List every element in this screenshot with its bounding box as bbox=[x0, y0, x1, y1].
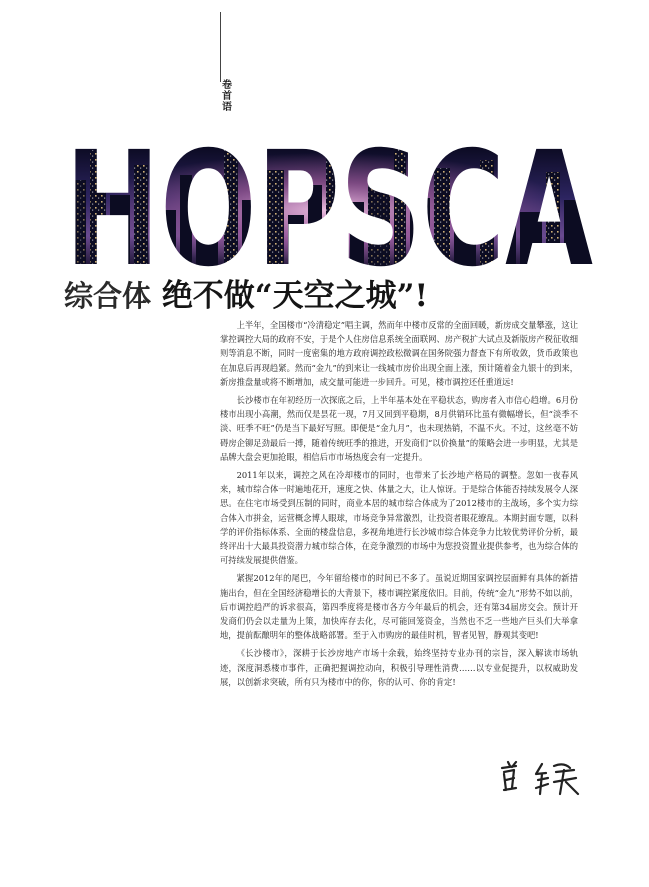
header-rule bbox=[220, 12, 221, 82]
hero-title-graphic bbox=[64, 140, 594, 268]
body-paragraph: 2011年以来，调控之风在冷却楼市的同时，也带来了长沙地产格局的调整。忽如一夜春风来，城市综合体一时遍地花开，速度之快、体量之大，让人惊讶。于是综合体能否持续发展令人深思。在住宅市场受到压制的同时，商业本居的城市综合体成为了2012楼市的主战场，多个实力综合体入市拼金，运营概念博人眼球，市场竞争异常激烈，让投资者眼花缭乱。本期封面专题，以科学的评价指标体系、全面的楼盘信息，多视角地进行长沙城市综合体竞争力比较优势评价分析，最终评出十大最具投资潜力城市综合体，在竞争激烈的市场中为您投资置业提供参考，也为综合体的可持续发展提供借鉴。 bbox=[220, 470, 578, 566]
headline bbox=[64, 276, 624, 316]
body-paragraph: 紧握2012年的尾巴，今年留给楼市的时间已不多了。虽说近期国家调控层面鲜有具体的新措施出台，但在全国经济稳增长的大背景下，楼市调控紧度依旧。目前，传统“金九”形势不如以前，后市调控趋严的诉求很高，第四季度将是楼市各方今年最后的机会，还有第34届房交会。预计开发商们仍会以走量为上策，加快库存去化，尽可能回笼资金，当然也不乏一些地产巨头们大举拿地，提前酝酿明年的整体战略部署。至于入市购房的最佳时机，智者见智，静观其变吧! bbox=[220, 573, 578, 641]
section-tag: 卷首语 bbox=[222, 80, 232, 113]
headline-keyword: 综合体 bbox=[64, 279, 152, 313]
handwritten-signature bbox=[494, 758, 590, 798]
body-paragraph: 《长沙楼市》，深耕于长沙房地产市场十余载，始终坚持专业办刊的宗旨，深入解读市场轨迹，深度洞悉楼市事件，正确把握调控动向，积极引导理性消费……以专业促提升，以权威助发展，以创新求突破，所有只为楼市中的你，你的认可、你的肯定! bbox=[220, 648, 578, 687]
body-paragraph: 长沙楼市在年初经历一次探底之后，上半年基本处在平稳状态，购房者入市信心趋增。6月份楼市出现小高潮，然而仅是昙花一现，7月又回到平稳期，8月供销环比虽有微幅增长，但“淡季不淡、旺季不旺”仍是当下最好写照。即便是“金九月”，也未现热销，不温不火。不过，这丝毫不妨碍房企铆足劲最后一搏，随着传统旺季的推进，开发商们“以价换量”的策略会进一步明显，尤其是品牌大盘会更加抢眼，相信后市市场热度会有一定提升。 bbox=[220, 395, 578, 462]
hero-word: HOPSCA bbox=[65, 140, 593, 268]
article-body bbox=[220, 318, 578, 693]
headline-rest: 绝不做“天空之城”! bbox=[161, 278, 429, 314]
body-paragraph: 上半年，全国楼市“冷清稳定”唱主调，然而年中楼市反常的全面回暖，新房成交量攀涨，这让掌控调控大局的政府不安，于是个人住房信息系统全面联网、房产税扩大试点及新版房产税征收细则等消息不断，同时一度密集的地方政府调控政松微调在国务院强力督查下有所收敛，货币政策也在加息后再现趋紧。然而“金九”的到来让一线城市房价出现全面上涨，预计随着金九银十的到来，新房推盘量或将不断增加，成交量可能进一步回升。可见，楼市调控还任重道远! bbox=[220, 320, 578, 387]
